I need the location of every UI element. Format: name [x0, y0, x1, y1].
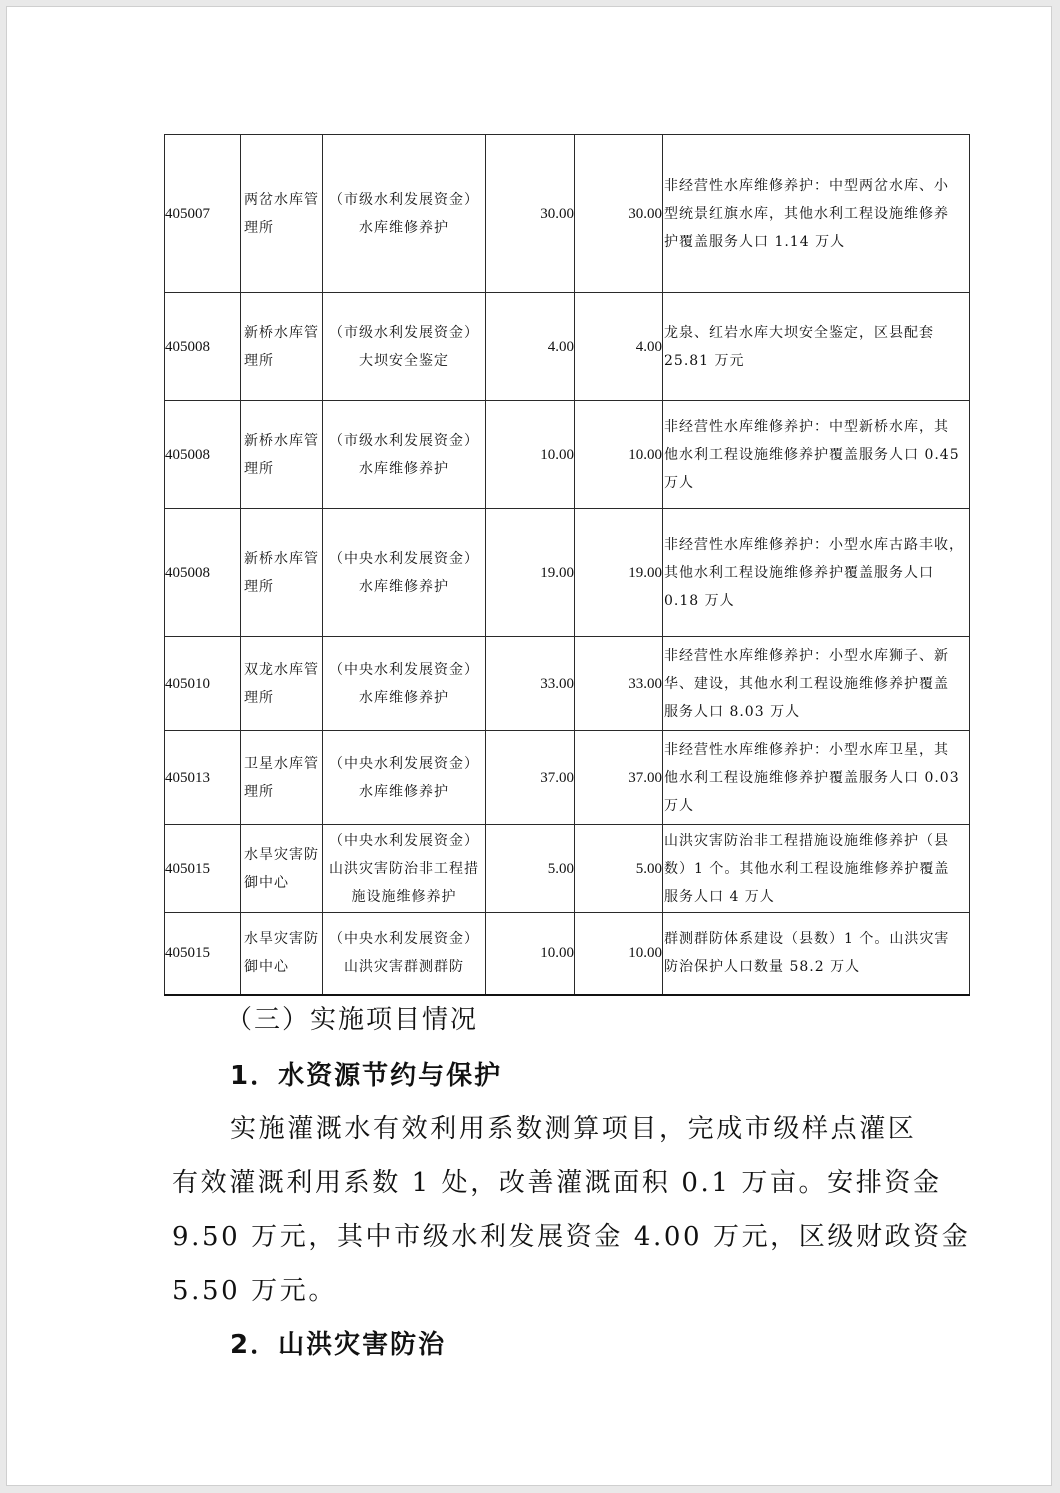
central-amount-cell: 4.00 — [575, 293, 663, 401]
unit-name-cell — [241, 293, 323, 401]
table-row — [165, 637, 970, 731]
project-name-cell-line: 水库维修养护 — [359, 460, 449, 477]
project-name-cell-line: 水库维修养护 — [359, 578, 449, 595]
project-name-cell-line: 山洪灾害群测群防 — [344, 959, 464, 976]
project-name-cell — [323, 401, 486, 509]
unit-name-cell-line: 新桥水库管 — [244, 324, 319, 341]
paragraph-line: 有效灌溉利用系数 1 处，改善灌溉面积 0.1 万亩。安排资金 — [172, 1168, 942, 1198]
unit-name-cell-line: 卫星水库管 — [244, 755, 319, 772]
performance-desc-cell-line: 非经营性水库维修养护：小型水库古路丰收， — [664, 536, 964, 553]
performance-desc-cell-line: 他水利工程设施维修养护覆盖服务人口 0.03 — [664, 769, 960, 786]
table-row — [165, 731, 970, 825]
performance-desc-cell — [663, 731, 970, 825]
table-row — [165, 825, 970, 913]
performance-desc-cell-line: 0.18 万人 — [664, 592, 735, 609]
project-name-cell — [323, 825, 486, 913]
amount-cell: 10.00 — [486, 913, 575, 995]
unit-name-cell — [241, 135, 323, 293]
project-name-cell-line: （市级水利发展资金） — [329, 191, 479, 208]
unit-code-cell: 405008 — [165, 509, 241, 637]
performance-desc-cell-line: 数）1 个。其他水利工程设施维修养护覆盖 — [664, 860, 950, 877]
amount-cell: 4.00 — [486, 293, 575, 401]
project-name-cell-line: 水库维修养护 — [359, 219, 449, 236]
unit-name-cell-line: 两岔水库管 — [244, 191, 319, 208]
central-amount-cell: 37.00 — [575, 731, 663, 825]
amount-cell: 30.00 — [486, 135, 575, 293]
table-row — [165, 913, 970, 995]
performance-desc-cell-line: 万人 — [664, 797, 694, 814]
paragraph-line: 5.50 万元。 — [172, 1276, 337, 1306]
performance-desc-cell-line: 其他水利工程设施维修养护覆盖服务人口 — [664, 564, 934, 581]
project-name-cell — [323, 731, 486, 825]
unit-name-cell — [241, 825, 323, 913]
unit-name-cell-line: 新桥水库管 — [244, 550, 319, 567]
performance-desc-cell-line: 非经营性水库维修养护：中型新桥水库，其 — [664, 418, 949, 435]
unit-name-cell — [241, 731, 323, 825]
table-row — [165, 401, 970, 509]
central-amount-cell: 33.00 — [575, 637, 663, 731]
budget-table — [164, 134, 970, 996]
unit-code-cell: 405015 — [165, 825, 241, 913]
project-name-cell — [323, 913, 486, 995]
performance-desc-cell — [663, 509, 970, 637]
unit-code-cell: 405010 — [165, 637, 241, 731]
performance-desc-cell-line: 万人 — [664, 474, 694, 491]
project-name-cell-line: （中央水利发展资金） — [329, 550, 479, 567]
unit-code-cell: 405008 — [165, 293, 241, 401]
unit-code-cell: 405008 — [165, 401, 241, 509]
performance-desc-cell-line: 非经营性水库维修养护：中型两岔水库、小 — [664, 177, 949, 194]
performance-desc-cell-line: 非经营性水库维修养护：小型水库狮子、新 — [664, 647, 949, 664]
unit-name-cell-line: 理所 — [244, 783, 274, 800]
project-name-cell-line: （中央水利发展资金） — [329, 661, 479, 678]
subheading-flood-prevention: 2．山洪灾害防治 — [230, 1330, 447, 1360]
unit-code-cell: 405015 — [165, 913, 241, 995]
unit-name-cell-line: 水旱灾害防 — [244, 846, 319, 863]
performance-desc-cell-line: 群测群防体系建设（县数）1 个。山洪灾害 — [664, 931, 950, 948]
central-amount-cell: 30.00 — [575, 135, 663, 293]
amount-cell: 5.00 — [486, 825, 575, 913]
project-name-cell — [323, 135, 486, 293]
performance-desc-cell — [663, 135, 970, 293]
table-row — [165, 135, 970, 293]
table-row — [165, 509, 970, 637]
unit-code-cell: 405007 — [165, 135, 241, 293]
table-row — [165, 293, 970, 401]
subheading-water-conservation: 1．水资源节约与保护 — [230, 1061, 503, 1091]
performance-desc-cell-line: 25.81 万元 — [664, 352, 745, 369]
performance-desc-cell-line: 他水利工程设施维修养护覆盖服务人口 0.45 — [664, 446, 960, 463]
unit-name-cell-line: 理所 — [244, 219, 274, 236]
unit-name-cell — [241, 509, 323, 637]
unit-name-cell-line: 双龙水库管 — [244, 661, 319, 678]
unit-name-cell-line: 理所 — [244, 460, 274, 477]
performance-desc-cell-line: 山洪灾害防治非工程措施设施维修养护（县 — [664, 832, 949, 849]
amount-cell: 33.00 — [486, 637, 575, 731]
project-name-cell-line: （中央水利发展资金） — [329, 832, 479, 849]
project-name-cell-line: 山洪灾害防治非工程措 — [329, 860, 479, 877]
performance-desc-cell-line: 服务人口 4 万人 — [664, 888, 775, 905]
project-name-cell — [323, 637, 486, 731]
central-amount-cell: 10.00 — [575, 913, 663, 995]
project-name-cell — [323, 509, 486, 637]
project-name-cell-line: （市级水利发展资金） — [329, 324, 479, 341]
performance-desc-cell-line: 防治保护人口数量 58.2 万人 — [664, 959, 861, 976]
project-name-cell-line: 大坝安全鉴定 — [359, 352, 449, 369]
performance-desc-cell-line: 型统景红旗水库，其他水利工程设施维修养 — [664, 205, 949, 222]
unit-name-cell — [241, 913, 323, 995]
unit-name-cell — [241, 637, 323, 731]
amount-cell: 37.00 — [486, 731, 575, 825]
paragraph-line: 实施灌溉水有效利用系数测算项目，完成市级样点灌区 — [230, 1114, 917, 1144]
central-amount-cell: 5.00 — [575, 825, 663, 913]
performance-desc-cell-line: 龙泉、红岩水库大坝安全鉴定，区县配套 — [664, 324, 934, 341]
performance-desc-cell — [663, 637, 970, 731]
paragraph-line: 9.50 万元，其中市级水利发展资金 4.00 万元，区级财政资金 — [172, 1222, 971, 1252]
project-name-cell-line: （中央水利发展资金） — [329, 931, 479, 948]
project-name-cell-line: （市级水利发展资金） — [329, 432, 479, 449]
performance-desc-cell-line: 护覆盖服务人口 1.14 万人 — [664, 233, 846, 250]
amount-cell: 19.00 — [486, 509, 575, 637]
amount-cell: 10.00 — [486, 401, 575, 509]
unit-name-cell-line: 御中心 — [244, 874, 289, 891]
performance-desc-cell — [663, 825, 970, 913]
performance-desc-cell-line: 华、建设，其他水利工程设施维修养护覆盖 — [664, 675, 949, 692]
performance-desc-cell-line: 非经营性水库维修养护：小型水库卫星，其 — [664, 741, 949, 758]
unit-name-cell-line: 御中心 — [244, 959, 289, 976]
unit-name-cell-line: 理所 — [244, 578, 274, 595]
project-name-cell-line: 水库维修养护 — [359, 783, 449, 800]
unit-code-cell: 405013 — [165, 731, 241, 825]
performance-desc-cell — [663, 293, 970, 401]
central-amount-cell: 10.00 — [575, 401, 663, 509]
section-heading: （三）实施项目情况 — [226, 1005, 479, 1035]
performance-desc-cell-line: 服务人口 8.03 万人 — [664, 703, 801, 720]
project-name-cell-line: 水库维修养护 — [359, 689, 449, 706]
performance-desc-cell — [663, 401, 970, 509]
unit-name-cell-line: 水旱灾害防 — [244, 931, 319, 948]
project-name-cell — [323, 293, 486, 401]
document-page — [6, 6, 1052, 1486]
project-name-cell-line: 施设施维修养护 — [351, 888, 457, 905]
project-name-cell-line: （中央水利发展资金） — [329, 755, 479, 772]
unit-name-cell-line: 理所 — [244, 689, 274, 706]
unit-name-cell — [241, 401, 323, 509]
performance-desc-cell — [663, 913, 970, 995]
unit-name-cell-line: 新桥水库管 — [244, 432, 319, 449]
central-amount-cell: 19.00 — [575, 509, 663, 637]
unit-name-cell-line: 理所 — [244, 352, 274, 369]
